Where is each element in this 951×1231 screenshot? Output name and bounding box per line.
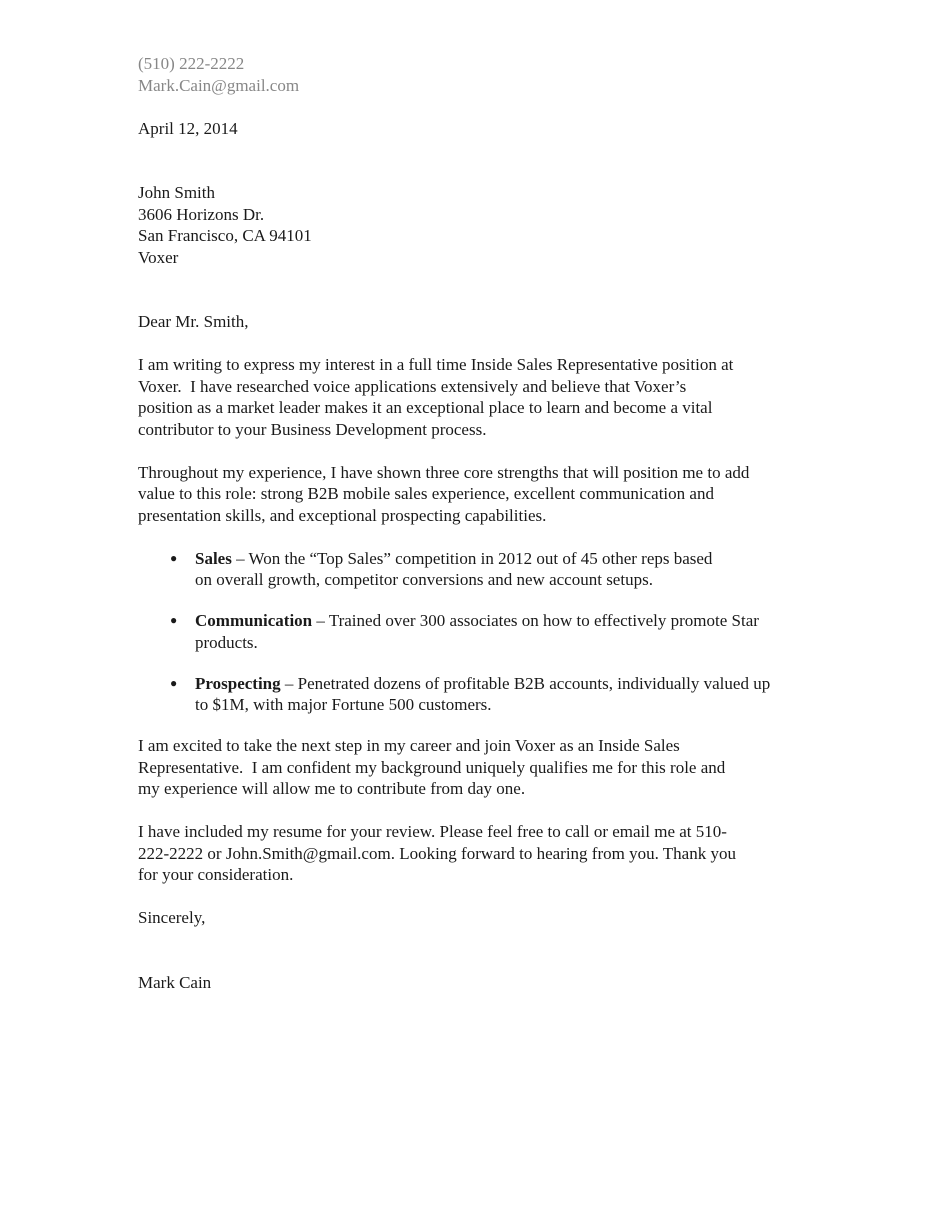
paragraph-contact [138,821,821,886]
recipient-name: John Smith [138,183,215,202]
bullet-communication [138,610,821,653]
bullet-line [195,611,759,630]
strengths-list [138,548,821,716]
bullet-icon: ● [170,550,178,565]
bullet-sales [138,548,821,591]
paragraph-line: Voxer. I have researched voice applications extensively and believe that Voxer’s [138,376,687,396]
bullet-term: Prospecting [195,673,281,693]
paragraph-line: for your consideration. [138,865,294,884]
bullet-text-block [195,673,821,716]
paragraph-line: Throughout my experience, I have shown three core strengths that will position me to add [138,462,750,482]
paragraph-line: I am excited to take the next step in my career and join Voxer as an Inside Sales [138,736,680,755]
recipient-street: 3606 Horizons Dr. [138,204,265,224]
bullet-line: products. [195,632,258,652]
paragraph-line: presentation skills, and exceptional prospecting capabilities. [138,505,547,525]
signature-name: Mark Cain [138,972,212,992]
paragraph-line: 222-2222 or John.Smith@gmail.com. Looking forward to hearing from you. Thank you [138,843,736,863]
paragraph-strengths [138,462,821,527]
paragraph-next-step [138,735,821,800]
salutation: Dear Mr. Smith, [138,312,249,331]
paragraph-line: position as a market leader makes it an exceptional place to learn and become a vital [138,398,713,417]
paragraph-intro [138,354,821,440]
paragraph-line: Representative. I am confident my background uniquely qualifies me for this role and [138,757,726,777]
closing-block [138,907,821,929]
sender-email: Mark.Cain@gmail.com [138,75,300,95]
paragraph-line: contributor to your Business Development process. [138,419,487,439]
valediction-text: Sincerely, [138,908,206,927]
recipient-city: San Francisco, CA 94101 [138,226,312,245]
recipient-company: Voxer [138,247,179,267]
bullet-line: on overall growth, competitor conversions and new account setups. [195,570,653,589]
bullet-line [195,674,770,693]
bullet-prospecting [138,673,821,716]
bullet-line [195,549,712,568]
bullet-term: Sales [195,548,232,568]
recipient-block [138,182,821,268]
bullet-description: – Won the “Top Sales” competition in 2012 out of 45 other reps based [231,548,713,568]
paragraph-line: I have included my resume for your review. Please feel free to call or email me at 510- [138,822,727,841]
bullet-description: – Penetrated dozens of profitable B2B accounts, individually valued up [280,673,771,693]
paragraph-line: value to this role: strong B2B mobile sales experience, excellent communication and [138,484,714,503]
paragraph-line: I am writing to express my interest in a full time Inside Sales Representative position at [138,355,734,374]
bullet-term: Communication [195,611,313,630]
bullet-icon: ● [170,613,178,627]
sender-contact-block [138,53,821,96]
bullet-text-block [195,610,821,653]
bullet-text-block [195,548,821,591]
bullet-icon: ● [170,675,178,690]
paragraph-line: my experience will allow me to contribute from day one. [138,779,526,798]
letter-date: April 12, 2014 [138,118,238,138]
bullet-line: to $1M, with major Fortune 500 customers. [195,695,492,714]
sender-phone: (510) 222-2222 [138,54,245,73]
bullet-description: – Trained over 300 associates on how to effectively promote Star [312,611,759,630]
